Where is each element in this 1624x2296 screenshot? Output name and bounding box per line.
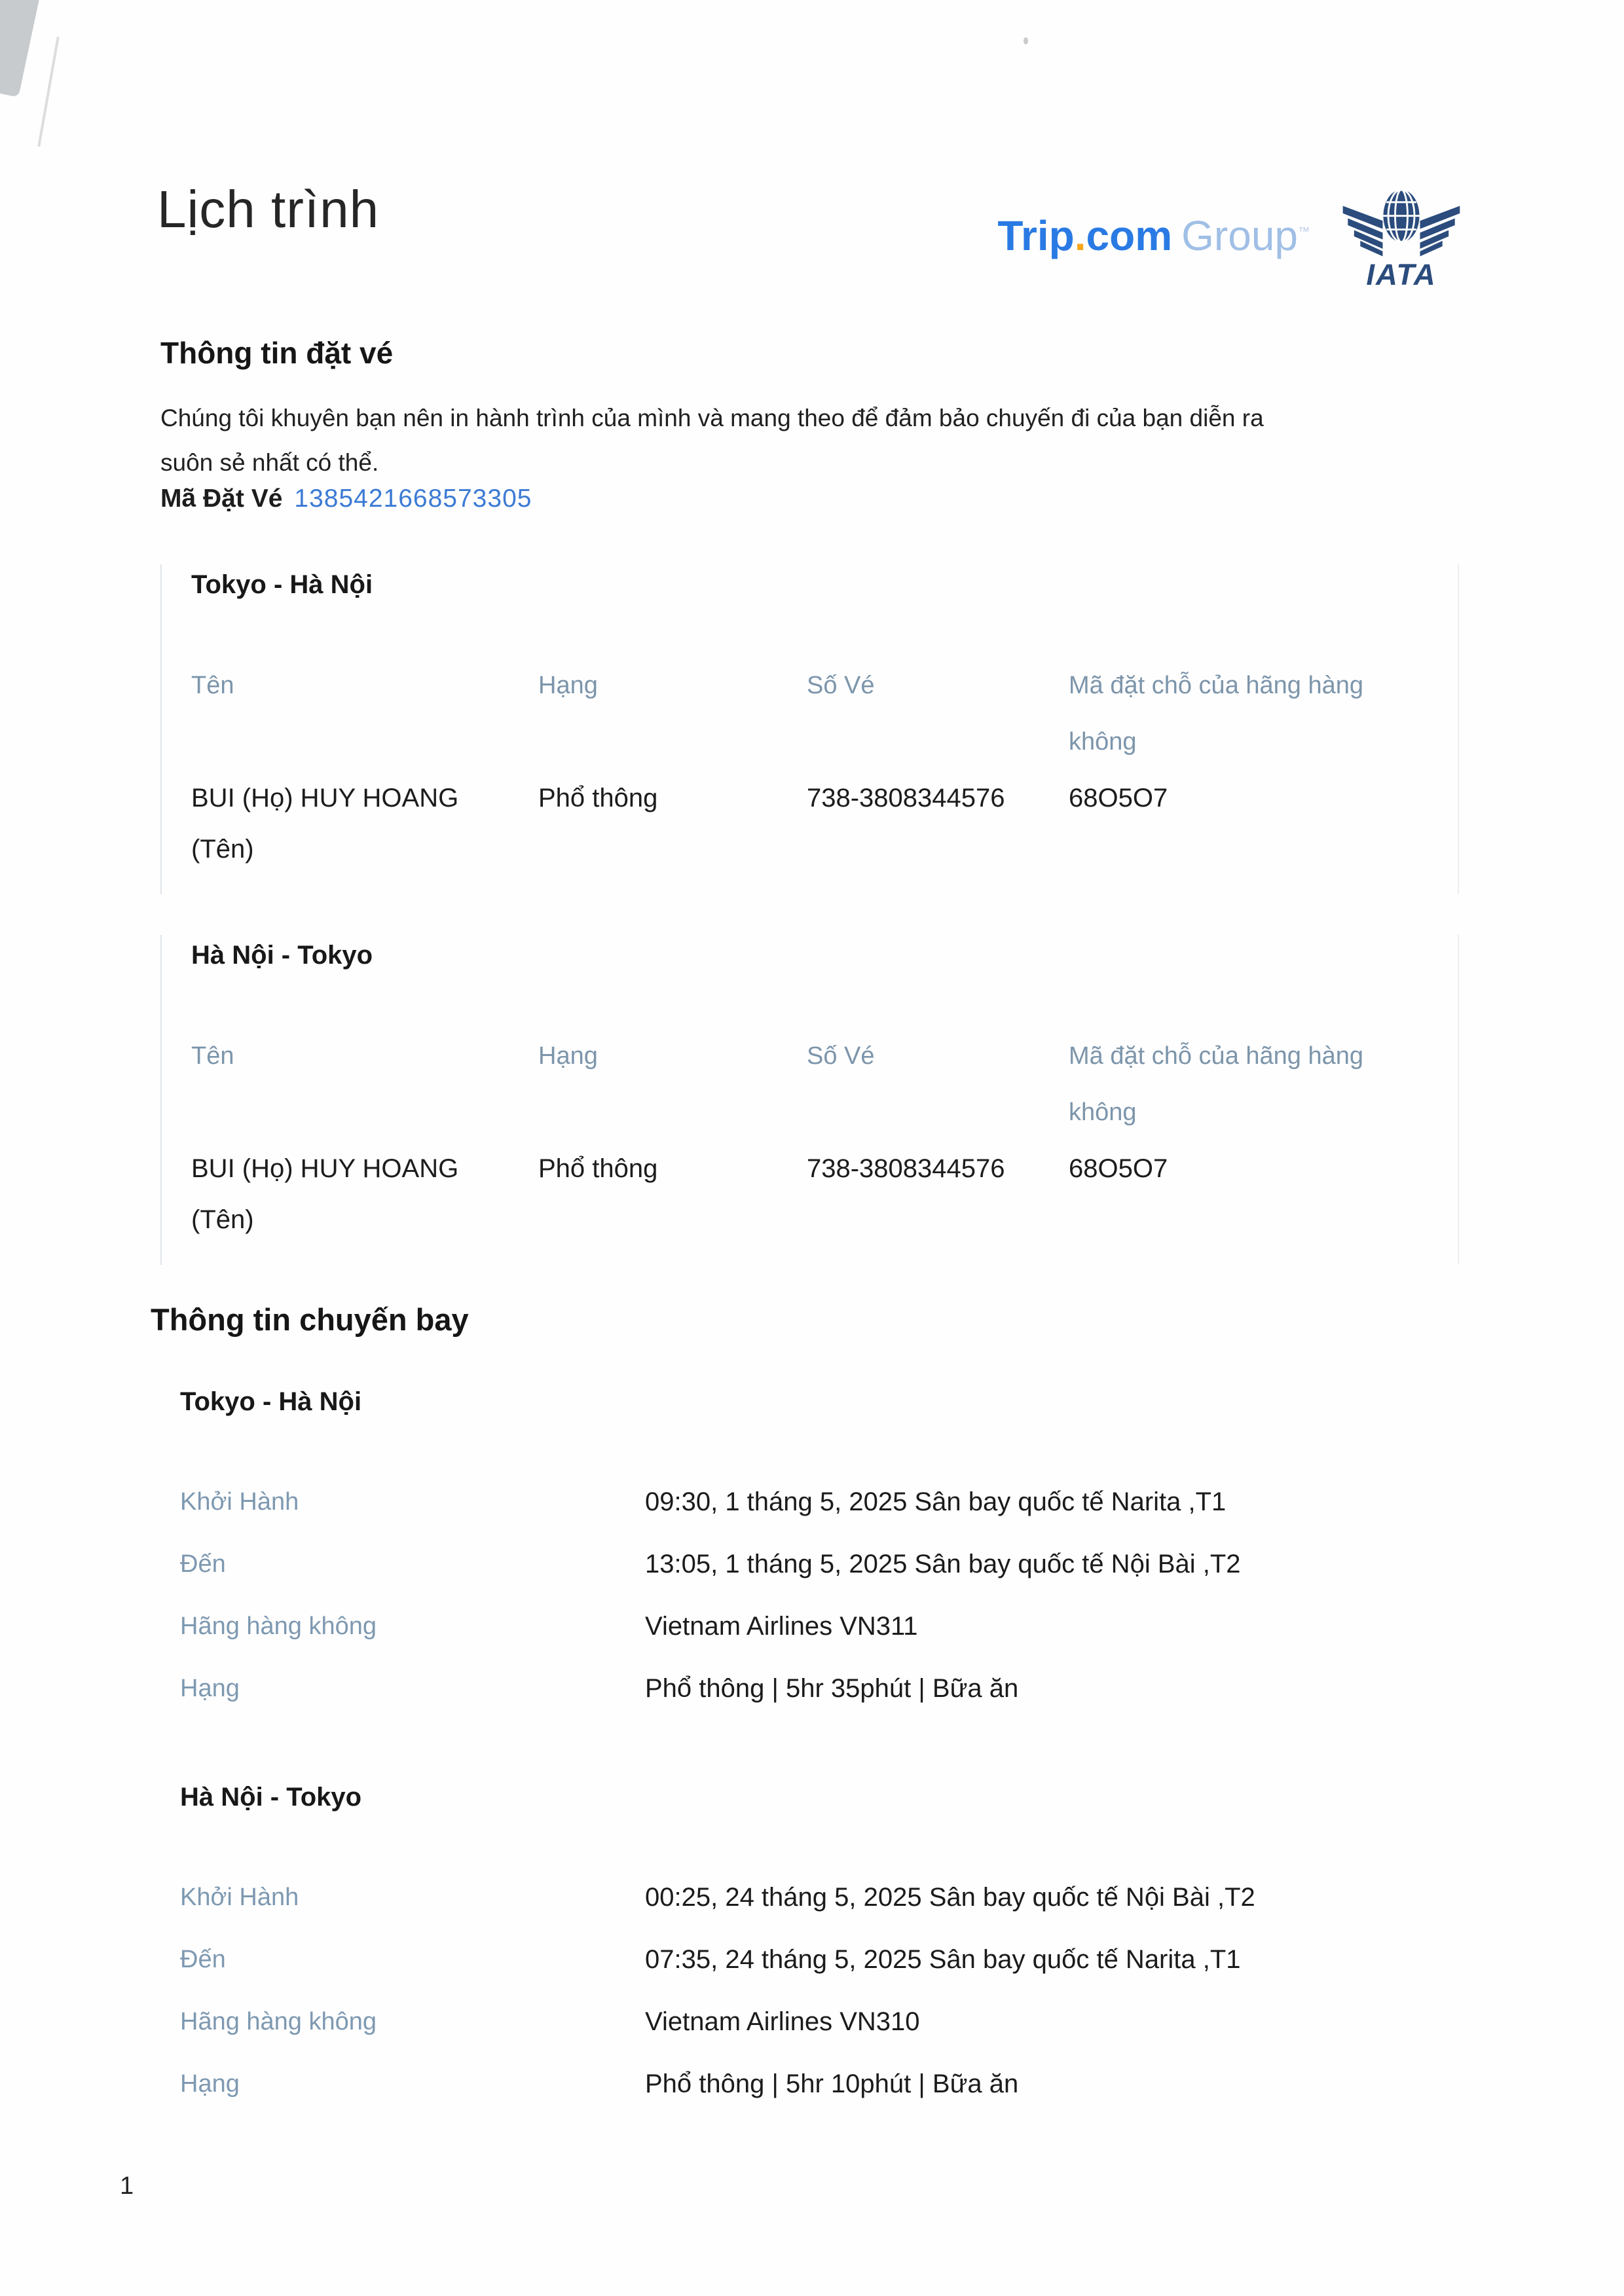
table-header-row <box>191 1028 1458 1140</box>
departure-label: Khởi Hành <box>180 1488 299 1516</box>
cabin-class: Phổ thông <box>538 1154 658 1183</box>
airline-pnr: 68O5O7 <box>1069 784 1168 812</box>
flight-segment-tokyo-hanoi <box>160 1387 1460 1736</box>
booking-code-value: 1385421668573305 <box>294 484 532 513</box>
cabin-value: Phổ thông | 5hr 10phút | Bữa ăn <box>645 2069 1019 2098</box>
booking-code-label: Mã Đặt Vé <box>160 484 283 513</box>
trademark-symbol: ™ <box>1298 225 1310 238</box>
tripcom-group-logo <box>997 212 1310 259</box>
route-title: Tokyo - Hà Nội <box>191 570 373 599</box>
column-header-cabin: Hạng <box>538 1042 598 1070</box>
trip-logo-group: Group <box>1181 212 1298 259</box>
flight-detail-row <box>180 1945 1460 1974</box>
arrival-label: Đến <box>180 1946 226 1973</box>
passenger-name: BUI (Họ) HUY HOANG (Tên) <box>191 784 459 864</box>
scan-line-artifact <box>37 37 59 147</box>
airline-value: Vietnam Airlines VN310 <box>645 2007 920 2036</box>
trip-logo-com: com <box>1086 212 1173 259</box>
passenger-name: BUI (Họ) HUY HOANG (Tên) <box>191 1154 459 1234</box>
departure-label: Khởi Hành <box>180 1884 299 1911</box>
column-header-ticket: Số Vé <box>807 672 875 699</box>
column-header-airline-pnr: Mã đặt chỗ của hãng hàng không <box>1069 1042 1364 1126</box>
airline-label: Hãng hàng không <box>180 1613 377 1640</box>
ticket-number: 738-3808344576 <box>807 1154 1005 1183</box>
cabin-label: Hạng <box>180 1675 240 1702</box>
page-title: Lịch trình <box>157 180 380 238</box>
iata-logo <box>1339 183 1464 291</box>
ticket-number: 738-3808344576 <box>807 784 1005 812</box>
booking-note-line: Chúng tôi khuyên bạn nên in hành trình của mình và mang theo để đảm bảo chuyến đi của bạn diễn ra <box>160 405 1264 431</box>
booking-note <box>160 396 1264 485</box>
flight-segment-hanoi-tokyo <box>160 1782 1460 2132</box>
route-title: Tokyo - Hà Nội <box>180 1387 362 1416</box>
booking-info-heading: Thông tin đặt vé <box>160 336 394 370</box>
table-header-row <box>191 657 1458 770</box>
cabin-value: Phổ thông | 5hr 35phút | Bữa ăn <box>645 1674 1019 1703</box>
flight-detail-row <box>180 1883 1460 1912</box>
airline-value: Vietnam Airlines VN311 <box>645 1612 918 1641</box>
table-row <box>191 1143 1458 1245</box>
flight-detail-row <box>180 1612 1460 1641</box>
route-title: Hà Nội - Tokyo <box>191 941 373 970</box>
booking-table-hanoi-tokyo <box>160 935 1459 1265</box>
column-header-ticket: Số Vé <box>807 1042 875 1070</box>
airline-pnr: 68O5O7 <box>1069 1154 1168 1183</box>
arrival-label: Đến <box>180 1550 226 1578</box>
iata-logo-text: IATA <box>1366 258 1437 291</box>
document-header <box>157 180 1464 291</box>
booking-table-tokyo-hanoi <box>160 564 1459 894</box>
departure-value: 00:25, 24 tháng 5, 2025 Sân bay quốc tế Nội Bài ,T2 <box>645 1883 1255 1912</box>
flight-detail-row <box>180 1550 1460 1578</box>
logo-row <box>997 183 1464 291</box>
flight-detail-row <box>180 2069 1460 2098</box>
trip-logo-text: Trip <box>997 212 1075 259</box>
trip-logo-dot: . <box>1074 212 1086 259</box>
arrival-value: 13:05, 1 tháng 5, 2025 Sân bay quốc tế Nội Bài ,T2 <box>645 1550 1241 1578</box>
route-title: Hà Nội - Tokyo <box>180 1783 362 1812</box>
airline-label: Hãng hàng không <box>180 2008 377 2035</box>
column-header-name: Tên <box>191 1042 234 1070</box>
booking-note-line: suôn sẻ nhất có thể. <box>160 449 379 476</box>
page-number: 1 <box>120 2172 134 2200</box>
arrival-value: 07:35, 24 tháng 5, 2025 Sân bay quốc tế Narita ,T1 <box>645 1945 1241 1974</box>
departure-value: 09:30, 1 tháng 5, 2025 Sân bay quốc tế Narita ,T1 <box>645 1487 1227 1516</box>
flight-detail-row <box>180 1674 1460 1703</box>
flight-detail-row <box>180 1487 1460 1516</box>
column-header-airline-pnr: Mã đặt chỗ của hãng hàng không <box>1069 672 1364 756</box>
scan-smudge-artifact <box>0 0 41 98</box>
booking-code-line <box>160 484 532 513</box>
cabin-class: Phổ thông <box>538 784 658 812</box>
flight-info-heading: Thông tin chuyến bay <box>151 1302 469 1337</box>
flight-detail-row <box>180 2007 1460 2036</box>
table-row <box>191 773 1458 875</box>
column-header-cabin: Hạng <box>538 672 598 699</box>
column-header-name: Tên <box>191 672 234 699</box>
cabin-label: Hạng <box>180 2070 240 2098</box>
scan-speck-artifact <box>1024 37 1028 45</box>
